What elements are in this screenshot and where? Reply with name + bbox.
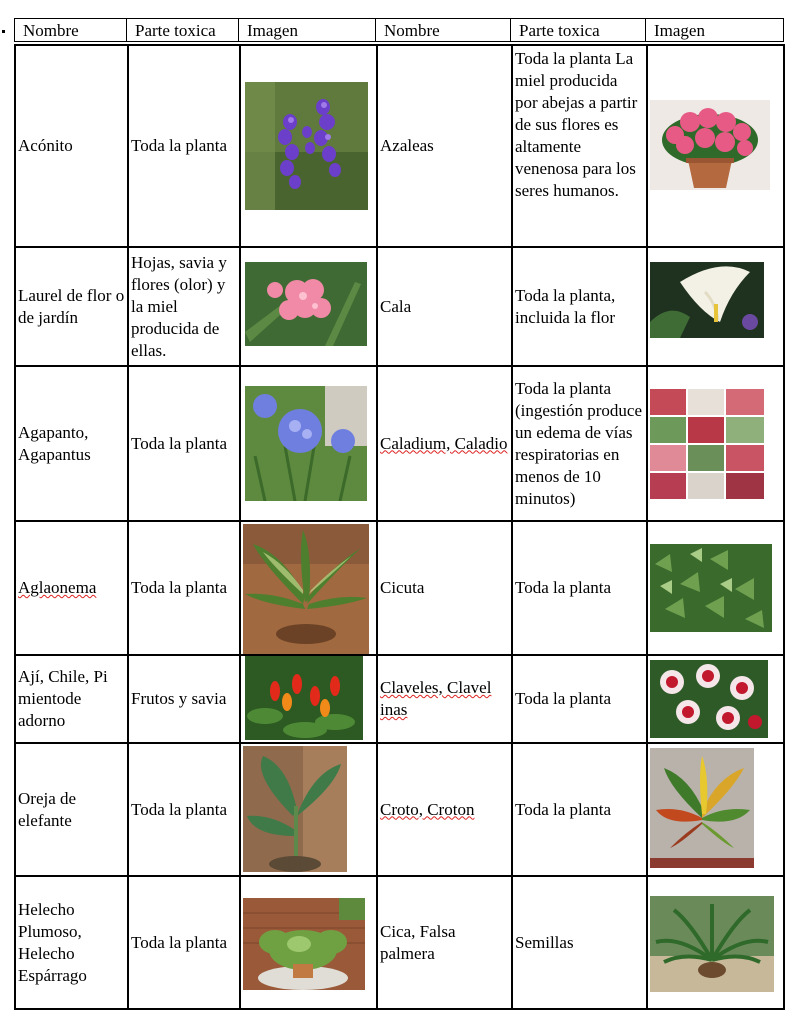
plant-name: Helecho Plumoso, Helecho Espárrago [18,899,87,985]
table-cell [129,877,239,1008]
plant-name: Caladium, Caladio [380,433,508,453]
toxic-part: Toda la planta [515,689,612,708]
table-cell [513,744,646,875]
agapanthus-photo [245,386,367,501]
toxic-part: Toda la planta [131,578,228,597]
toxic-part: Toda la planta [131,136,228,155]
table-cell [513,46,646,246]
toxic-part: Semillas [515,932,574,952]
toxic-part: Toda la planta [131,799,228,819]
table-cell [129,248,239,365]
header-imagen-2: Imagen [646,18,784,42]
toxic-part: Toda la planta (ingestión produce un edema de vías respiratorias en menos de 10 minutos) [515,378,642,508]
carnation-photo [650,660,768,738]
plant-name: Oreja de elefante [18,788,77,830]
table-cell [378,522,511,654]
toxic-part: Hojas, savia y flores (olor) y la miel producida de ellas. [131,252,227,360]
bullet-dot [2,30,5,33]
aglaonema-photo [243,524,369,654]
table-header [14,18,784,44]
plant-name: Claveles, Clavel inas [380,678,492,719]
table-cell [16,656,127,742]
plant-name: Acónito [18,136,73,155]
table-cell [16,248,127,365]
elephant-ear-photo [243,746,347,872]
table-cell [16,46,127,246]
table-cell [378,877,511,1008]
table-cell [513,656,646,742]
plant-name: Cicuta [380,578,425,597]
ornamental-pepper-photo [245,656,363,740]
hemlock-photo [650,544,772,632]
table-cell [129,46,239,246]
header-nombre-1: Nombre [14,18,127,42]
plant-name: Agapanto, Agapantus [18,422,91,464]
plants-table [14,44,785,1010]
toxic-part: Toda la planta La miel producida por abejas a partir de sus flores es altamente venenosa para los seres humanos. [515,49,638,200]
plant-name: Ají, Chile, Pi mientode adorno [18,667,108,730]
asparagus-fern-photo [243,898,365,990]
table-cell [378,46,511,246]
table-cell [129,656,239,742]
plant-name: Cala [380,296,412,316]
toxic-part: Toda la planta [515,578,612,597]
toxic-part: Toda la planta, incluida la flor [515,285,616,327]
header-nombre-2: Nombre [376,18,511,42]
oleander-photo [245,262,367,346]
table-cell [378,744,511,875]
toxic-part: Frutos y savia [131,689,227,708]
table-cell [16,522,127,654]
header-imagen-1: Imagen [239,18,376,42]
table-cell [16,877,127,1008]
table-cell [16,367,127,520]
table-cell [513,877,646,1008]
table-cell [513,248,646,365]
table-cell [378,367,511,520]
plant-name: Cica, Falsa palmera [380,921,456,963]
plant-name: Croto, Croton [380,799,475,819]
monkshood-photo [245,82,368,210]
toxic-part: Toda la planta [515,799,612,819]
table-cell [129,744,239,875]
header-parte-toxica-1: Parte toxica [127,18,239,42]
plant-name: Aglaonema [18,578,97,597]
table-cell [16,744,127,875]
table-cell [129,367,239,520]
table-cell [129,522,239,654]
sago-palm-photo [650,896,774,992]
toxic-part: Toda la planta [131,433,228,453]
croton-photo [650,748,754,868]
table-cell [378,248,511,365]
toxic-part: Toda la planta [131,932,228,952]
plant-name: Azaleas [380,136,434,155]
caladium-photo [650,389,764,499]
azalea-photo [650,100,770,190]
calla-lily-photo [650,262,764,338]
plant-name: Laurel de flor o de jardín [18,285,125,327]
table-cell [513,367,646,520]
table-cell [378,656,511,742]
table-cell [513,522,646,654]
header-parte-toxica-2: Parte toxica [511,18,646,42]
